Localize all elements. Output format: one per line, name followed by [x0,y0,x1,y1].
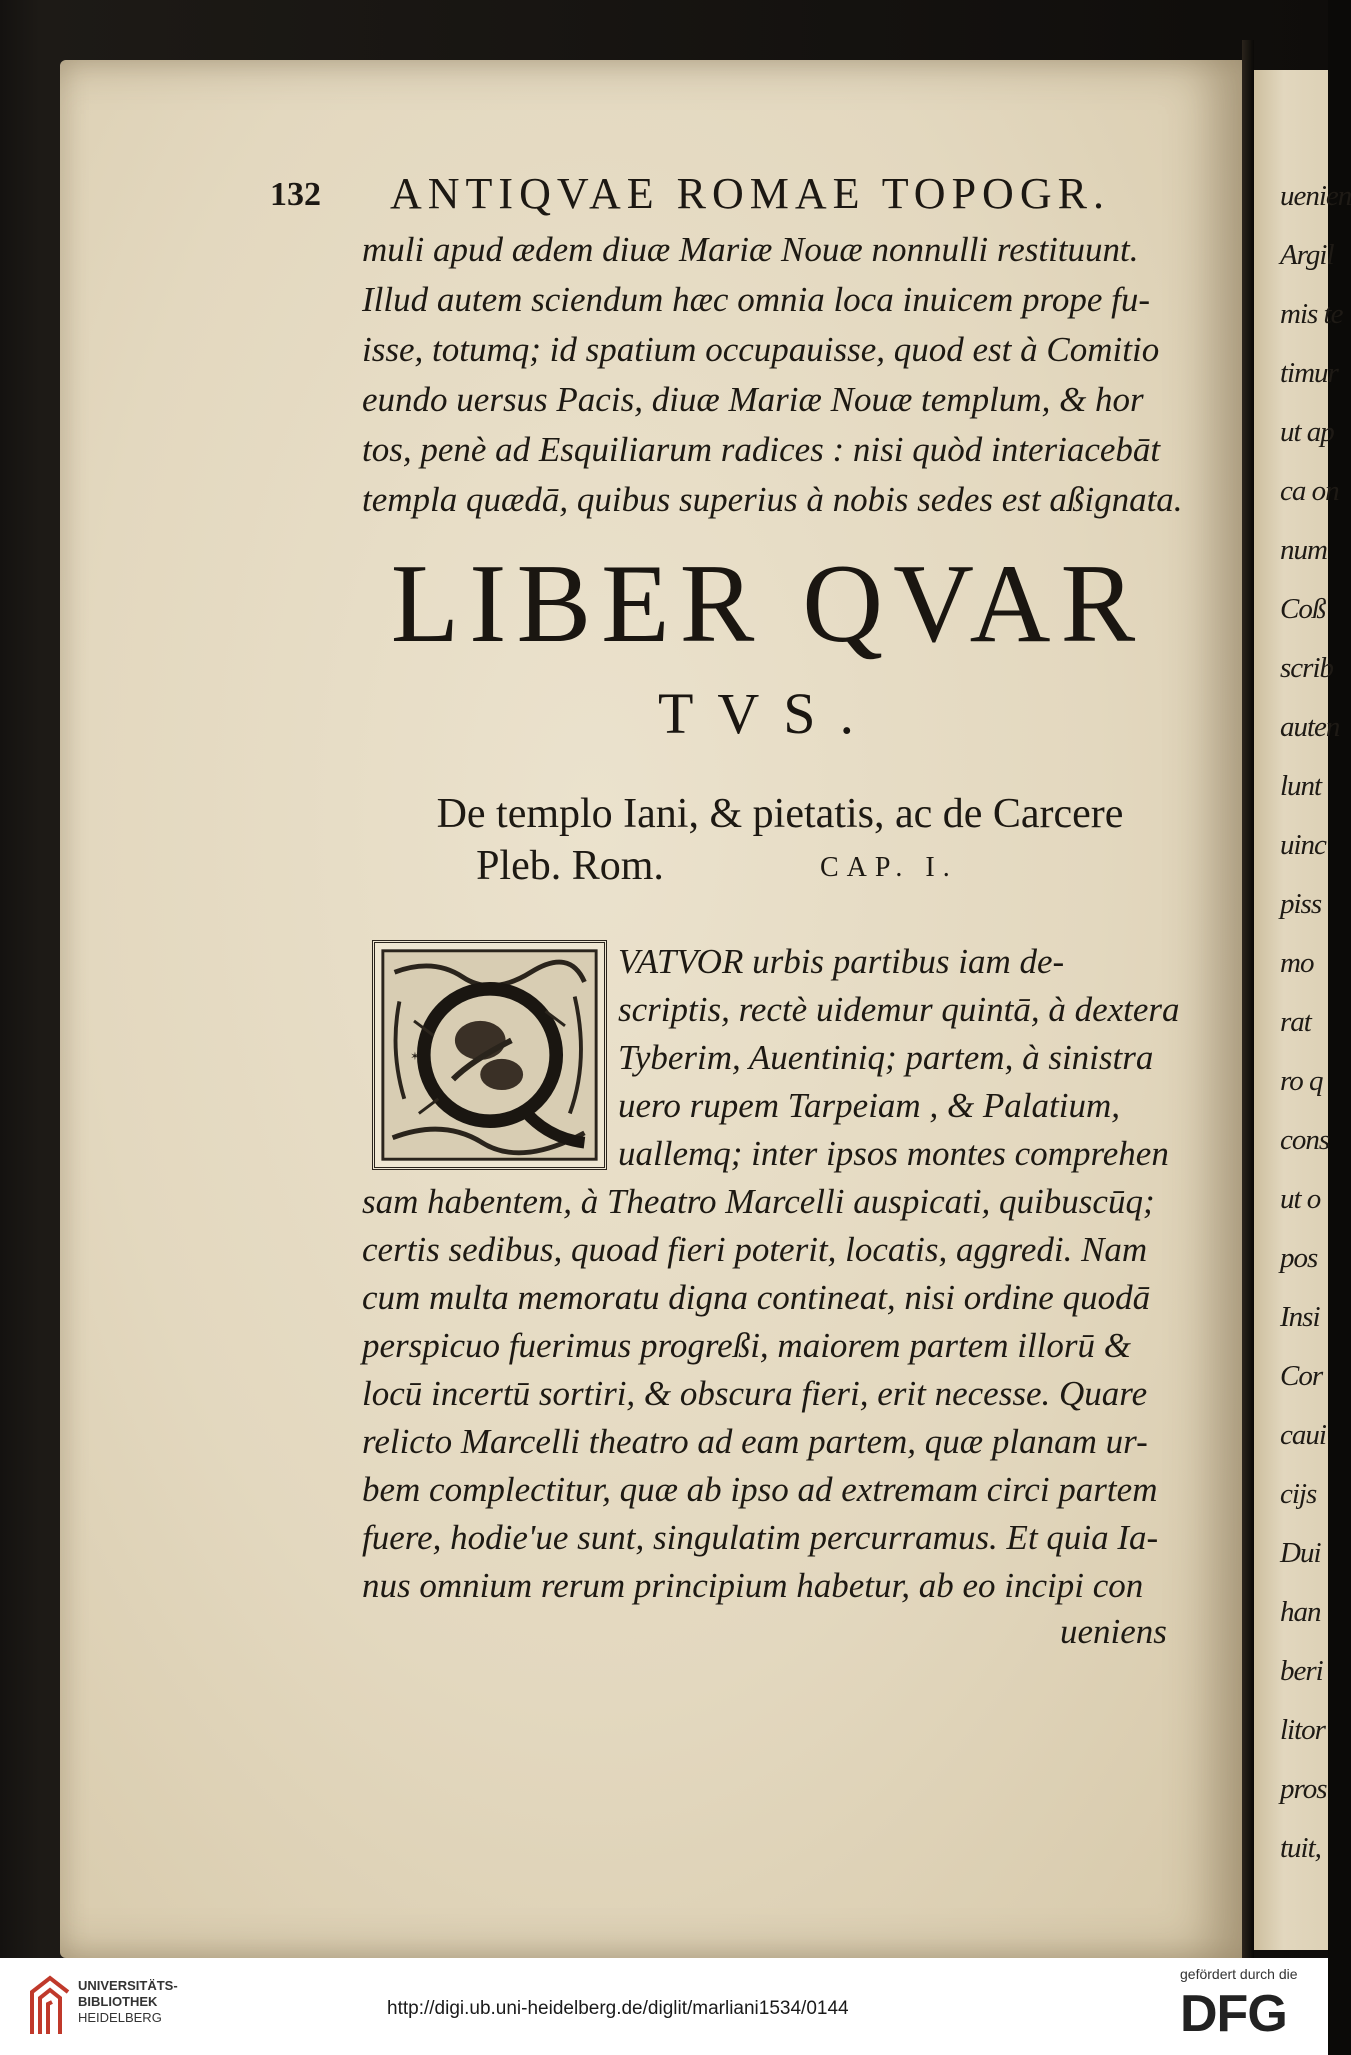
chapter-text-indented [618,942,1178,1202]
facing-page-text-fragment: rat [1280,1006,1311,1038]
text-line: VATVOR urbis partibus iam de- [618,942,1065,981]
facing-page-text-fragment: litor [1280,1714,1325,1746]
catchword: ueniens [1060,1612,1167,1651]
chapter-text [362,1182,1172,1622]
facing-page-text-fragment: ro q [1280,1065,1323,1097]
decorated-initial [372,940,607,1170]
facing-page-text-fragment: Dui [1280,1537,1321,1569]
facing-page-text-fragment: Insi [1280,1301,1320,1333]
facing-page-text-fragment: pos [1280,1242,1318,1274]
text-line: perspicuo fuerimus progreßi, maiorem partem illorū & [362,1326,1131,1365]
text-line: bem complectitur, quæ ab ipso ad extremam circi partem [362,1470,1158,1509]
facing-page-text-fragment: uenien [1280,180,1351,212]
library-name-line: UNIVERSITÄTS- [78,1978,178,1993]
facing-page-text-fragment: auten [1280,711,1340,743]
text-line: Illud autem sciendum hæc omnia loca inuicem prope fu- [362,280,1150,319]
text-line: eundo uersus Pacis, diuæ Mariæ Nouæ templum, & hor [362,380,1144,419]
facing-page-text-fragment: Argil [1280,239,1334,271]
facing-page-text-fragment: han [1280,1596,1321,1628]
library-logo-icon [28,1974,72,2038]
facing-page-text-fragment: pros [1280,1773,1327,1805]
text-line: scriptis, rectè uidemur quintā, à dextera [618,990,1180,1029]
text-line: nus omnium rerum principium habetur, ab eo incipi con [362,1566,1144,1605]
facing-page-text-fragment: beri [1280,1655,1323,1687]
top-paragraph [362,230,1183,530]
woodcut-initial-icon [375,943,604,1167]
library-name [78,1978,178,2026]
text-line: fuere, hodie'ue sunt, singulatim percurramus. Et quia Ia- [362,1518,1159,1557]
chapter-number: CAP. I. [820,852,958,883]
text-line: muli apud ædem diuæ Mariæ Nouæ nonnulli restituunt. [362,230,1139,269]
facing-page-text-fragment: ut ap [1280,416,1334,448]
facing-page-text-fragment: tuit, [1280,1832,1321,1864]
document-url-link[interactable]: http://digi.ub.uni-heidelberg.de/diglit/marliani1534/0144 [387,1998,849,2019]
running-head-title: ANTIQVAE ROMAE TOPOGR. [390,169,1110,218]
book-title-continued: TVS. [657,681,879,746]
facing-page-text-fragment: Cor [1280,1360,1323,1392]
facing-page-text-fragment: mis te [1280,298,1343,330]
dfg-logo: DFG [1180,1985,1287,2043]
facing-page-text-fragment: cijs [1280,1478,1317,1510]
text-line: uero rupem Tarpeiam , & Palatium, [618,1086,1120,1125]
facing-page-text-fragment: lunt [1280,770,1322,802]
text-line: cum multa memoratu digna contineat, nisi ordine quodā [362,1278,1151,1317]
facing-page-text-fragment: mo [1280,947,1314,979]
facing-page-text-fragment: num [1280,534,1327,566]
funding-label: gefördert durch die [1180,1966,1298,1982]
chapter-title-continued: Pleb. Rom. [476,843,664,889]
facing-page-text-fragment: ut o [1280,1183,1321,1215]
library-name-line: BIBLIOTHEK [78,1994,158,2009]
facing-page-text-fragment: uinc [1280,829,1326,861]
page-number: 132 [270,176,321,213]
facing-page-text-fragment: cons [1280,1124,1330,1156]
viewer-footer [0,1958,1328,2055]
text-line: certis sedibus, quoad fieri poterit, locatis, aggredi. Nam [362,1230,1148,1269]
running-header [270,168,1170,218]
text-line: locū incertū sortiri, & obscura fieri, erit necesse. Quare [362,1374,1148,1413]
facing-page-text-fragment: timur [1280,357,1338,389]
text-line: relicto Marcelli theatro ad eam partem, quæ planam ur- [362,1422,1148,1461]
facing-page-edge [1254,70,1351,1950]
book-title: LIBER QVAR [390,542,1146,666]
facing-page-text-fragment: ca on [1280,475,1339,507]
book-gutter [1242,40,1254,1960]
library-name-line: HEIDELBERG [78,2010,162,2025]
svg-text:✶: ✶ [410,1048,420,1063]
text-line: uallemq; inter ipsos montes comprehen [618,1134,1169,1173]
text-line: templa quædā, quibus superius à nobis sedes est aßignata. [362,480,1183,519]
text-line: isse, totumq; id spatium occupauisse, quod est à Comitio [362,330,1160,369]
text-line: Tyberim, Auentiniq; partem, à sinistra [618,1038,1154,1077]
text-line: tos, penè ad Esquiliarum radices : nisi quòd interiacebāt [362,430,1161,469]
facing-page-text-fragment: scrib [1280,652,1333,684]
chapter-title: De templo Iani, & pietatis, ac de Carcere [436,791,1124,837]
facing-page-text-fragment: piss [1280,888,1322,920]
text-line: sam habentem, à Theatro Marcelli auspicati, quibuscūq; [362,1182,1155,1221]
facing-page-text-fragment: Coß [1280,593,1326,625]
facing-page-text-fragment: caui [1280,1419,1326,1451]
